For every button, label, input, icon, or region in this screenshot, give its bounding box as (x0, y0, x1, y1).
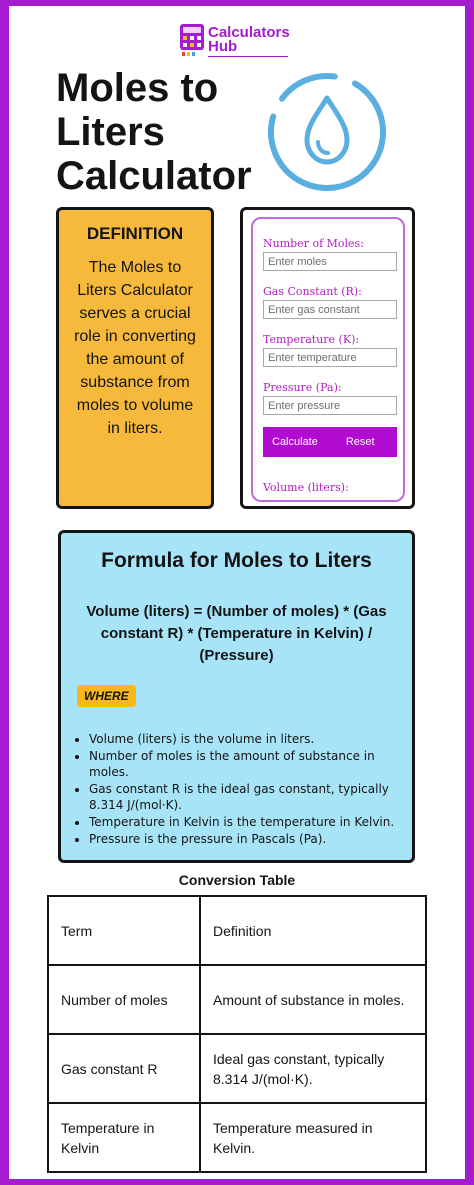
list-item: • Temperature in Kelvin is the temperature in Kelvin. (89, 814, 398, 830)
title-line-3: Calculator (56, 154, 252, 198)
brand-logo[interactable] (180, 24, 298, 60)
where-badge: WHERE (77, 685, 136, 707)
button-bar (263, 427, 397, 457)
gas-constant-input[interactable] (263, 300, 397, 319)
moles-input[interactable] (263, 252, 397, 271)
conversion-table (47, 895, 427, 1173)
table-cell: Number of moles (48, 965, 200, 1034)
table-header-cell: Definition (200, 896, 426, 965)
pressure-input[interactable] (263, 396, 397, 415)
calculate-button[interactable]: Calculate (263, 436, 327, 448)
definition-card (56, 207, 214, 509)
table-cell: Temperature in Kelvin (48, 1103, 200, 1172)
formula-equation: Volume (liters) = (Number of moles) * (Gas constant R) * (Temperature in Kelvin) / (Pressure) (86, 603, 387, 664)
conversion-table-title: Conversion Table (178, 872, 296, 888)
table-cell: Amount of substance in moles. (200, 965, 426, 1034)
page-title (56, 66, 256, 198)
variable-list (75, 731, 398, 847)
table-row (48, 1034, 426, 1103)
table-cell: Gas constant R (48, 1034, 200, 1103)
definition-heading: DEFINITION (86, 224, 184, 243)
table-header-row (48, 896, 426, 965)
pressure-label: Pressure (Pa): (263, 381, 342, 394)
formula-card (58, 530, 415, 863)
temperature-label: Temperature (K): (263, 333, 360, 346)
title-line-1: Moles to (56, 66, 219, 110)
formula-title: Formula for Moles to Liters (101, 549, 372, 572)
moles-label: Number of Moles: (263, 237, 364, 250)
list-item: • Gas constant R is the ideal gas constant, typically 8.314 J/(mol·K). (89, 781, 398, 813)
brand-line-1: Calculators (208, 24, 290, 41)
table-row (48, 1103, 426, 1172)
brand-line-2: Hub (208, 38, 238, 55)
temperature-input[interactable] (263, 348, 397, 367)
gas-constant-label: Gas Constant (R): (263, 285, 362, 298)
table-cell: Temperature measured in Kelvin. (200, 1103, 426, 1172)
list-item: • Volume (liters) is the volume in liters. (89, 731, 398, 747)
table-row (48, 965, 426, 1034)
brand-underline (208, 56, 288, 57)
list-item: • Pressure is the pressure in Pascals (Pa). (89, 831, 398, 847)
table-cell: Ideal gas constant, typically 8.314 J/(mol·K). (200, 1034, 426, 1103)
table-header-cell: Term (48, 896, 200, 965)
definition-text: The Moles to Liters Calculator serves a crucial role in converting the amount of substance from moles to volume in liters. (74, 259, 196, 437)
brand-name (208, 26, 290, 54)
water-drop-icon (265, 70, 389, 194)
calculator-card (240, 207, 415, 509)
title-line-2: Liters (56, 110, 165, 154)
volume-result-label: Volume (liters): (263, 481, 349, 494)
calculator-form (251, 217, 405, 502)
calculator-grid-icon (180, 24, 204, 56)
reset-button[interactable]: Reset (337, 436, 384, 448)
list-item: • Number of moles is the amount of substance in moles. (89, 748, 398, 780)
